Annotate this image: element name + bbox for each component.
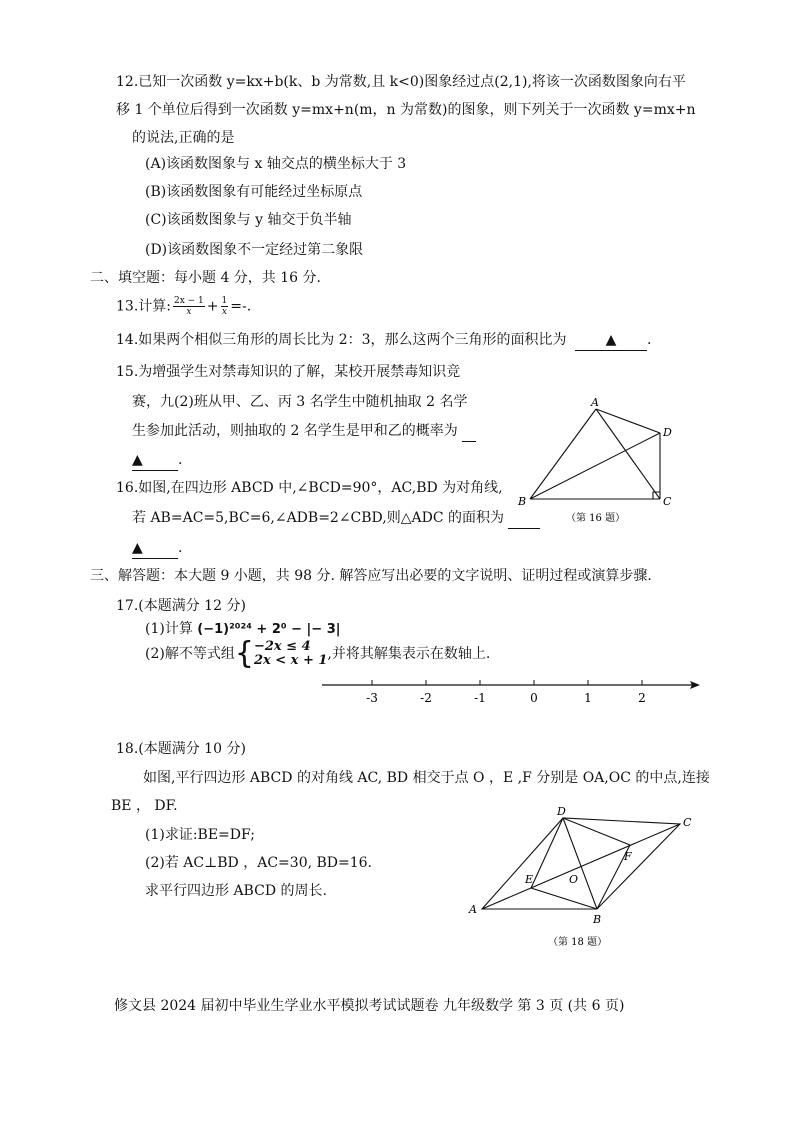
fig16-segment-ab: [530, 409, 596, 499]
q14-answer-blank: [575, 330, 647, 351]
q16-line1: 16.如图,在四边形 ABCD 中,∠BCD=90°，AC,BD 为对角线,: [116, 480, 503, 496]
fig18-label-c: C: [683, 816, 692, 829]
q15-mark: ▲: [132, 452, 143, 468]
number-line-tick-label: 0: [530, 691, 538, 705]
q15-line3: [132, 421, 476, 442]
q15-answer: [132, 450, 182, 471]
fig18-label-d: D: [557, 805, 566, 818]
fig18-label-f: F: [624, 850, 632, 863]
q15-line1: 15.为增强学生对禁毒知识的了解，某校开展禁毒知识竞: [116, 364, 461, 380]
fig16-diagonal-bd: [530, 433, 660, 499]
fig16-label-c: C: [663, 495, 672, 508]
fig16-diagonal-ac: [596, 409, 660, 499]
q17-inequality-1: −2x ≤ 4: [253, 639, 311, 654]
fig18-label-e: E: [525, 873, 534, 886]
q14-mark: ▲: [605, 332, 617, 348]
fig18-parallelogram: [482, 818, 680, 909]
q15-answer-blank: [132, 450, 178, 471]
section2-heading: 二、填空题：每小题 4 分，共 16 分.: [90, 270, 321, 286]
q14-text: 14.如果两个相似三角形的周长比为 2：3，那么这两个三角形的面积比为: [116, 332, 567, 348]
q15-blank-tail: [462, 421, 476, 442]
q12-option-c: (C)该函数图象与 y 轴交于负半轴: [145, 212, 352, 228]
fig18-caption: （第 18 题）: [548, 937, 608, 948]
q17-inequality-2: 2x < x + 1: [253, 653, 328, 668]
number-line-tick-label: 2: [638, 691, 646, 705]
fig16-label-b: B: [518, 495, 527, 508]
fig18-label-a: A: [469, 903, 477, 916]
q17-title: 17.(本题满分 12 分): [116, 598, 246, 614]
q12-option-b: (B)该函数图象有可能经过坐标原点: [145, 184, 363, 200]
fig18-segment-ed: [531, 818, 563, 888]
q13-fraction-2: [221, 296, 229, 317]
fig16-label-d: D: [663, 426, 672, 439]
fig18-segment-be: [531, 888, 597, 909]
fig16-caption: （第 16 题）: [566, 513, 626, 524]
q18-line2: BE ， DF.: [111, 798, 178, 814]
q13-plus: +: [206, 298, 219, 315]
q17-number-line: [318, 674, 708, 714]
page-footer: 修文县 2024 届初中毕业生学业水平模拟考试试题卷 九年级数学 第 3 页 (共 6 页): [114, 998, 625, 1014]
q17-part2: [145, 636, 491, 671]
q14: [116, 330, 651, 351]
number-line-tick-label: -3: [366, 691, 378, 705]
figure-18: [460, 805, 705, 955]
q13: [116, 296, 251, 317]
fig18-segment-df: [563, 818, 630, 845]
q16-answer: [132, 538, 182, 559]
q16-end: .: [178, 540, 183, 556]
number-line-tick-label: -2: [420, 691, 432, 705]
q17-part1-prefix: (1)计算: [145, 621, 193, 637]
q13-frac2-num: 1: [221, 296, 228, 306]
q17-part2-prefix: (2)解不等式组: [145, 646, 235, 662]
q17-part2-suffix: ,并将其解集表示在数轴上.: [327, 646, 491, 662]
q12-line3: 的说法,正确的是: [132, 130, 235, 146]
q13-prefix: 13.计算:: [116, 298, 171, 315]
q13-fraction-1: [173, 296, 205, 317]
number-line-tick-label: 1: [584, 691, 592, 705]
figure-16: [510, 395, 695, 530]
q12-line1: 12.已知一次函数 y=kx+b(k、b 为常数,且 k<0)图象经过点(2,1),将该一次函数图象向右平: [116, 74, 686, 90]
q17-brace-icon: {: [234, 636, 254, 671]
q15-line2: 赛，九(2)班从甲、乙、丙 3 名学生中随机抽取 2 名学: [132, 394, 468, 410]
q12-option-d: (D)该函数图象不一定经过第二象限: [145, 242, 364, 258]
q15-end: .: [178, 452, 183, 468]
q15-line3-text: 生参加此活动，则抽取的 2 名学生是甲和乙的概率为: [132, 423, 458, 439]
q12-option-a: (A)该函数图象与 x 轴交点的横坐标大于 3: [145, 156, 407, 172]
q13-frac1-den: x: [186, 307, 192, 317]
q12-line2: 移 1 个单位后得到一次函数 y=mx+n(m，n 为常数)的图象，则下列关于一次函数 y=mx+n: [116, 102, 696, 118]
fig18-diagonal-bd: [563, 818, 597, 909]
q14-end: .: [646, 332, 652, 348]
q16-line2: [132, 508, 540, 529]
q16-line2-text: 若 AB=AC=5,BC=6,∠ADB=2∠CBD,则△ADC 的面积为: [132, 510, 504, 526]
q18-part2: (2)若 AC⊥BD ，AC=30, BD=16.: [145, 855, 373, 871]
number-line-tick-label: -1: [474, 691, 486, 705]
q18-title: 18.(本题满分 10 分): [116, 741, 246, 757]
fig16-segment-ad: [596, 409, 660, 433]
q17-part1-expression: (−1)²⁰²⁴ + 2⁰ − |− 3|: [197, 622, 341, 637]
fig18-label-o: O: [569, 873, 579, 886]
q16-mark: ▲: [132, 540, 143, 556]
q13-frac2-den: x: [221, 307, 227, 317]
section3-heading: 三、解答题：本大题 9 小题，共 98 分. 解答应写出必要的文字说明、证明过程或演算步骤.: [90, 568, 652, 584]
q13-suffix: =-.: [230, 298, 252, 315]
q18-part1: (1)求证:BE=DF;: [145, 827, 255, 843]
q18-line1: 如图,平行四边形 ABCD 的对角线 AC, BD 相交于点 O ，E ,F 分别是 OA,OC 的中点,连接: [143, 770, 710, 786]
q13-frac1-num: 2x − 1: [173, 296, 204, 306]
q16-answer-blank: [132, 538, 178, 559]
fig16-label-a: A: [591, 396, 599, 409]
q18-part3: 求平行四边形 ABCD 的周长.: [145, 883, 327, 899]
q17-inequality-system: [254, 640, 327, 668]
fig18-label-b: B: [593, 913, 602, 926]
